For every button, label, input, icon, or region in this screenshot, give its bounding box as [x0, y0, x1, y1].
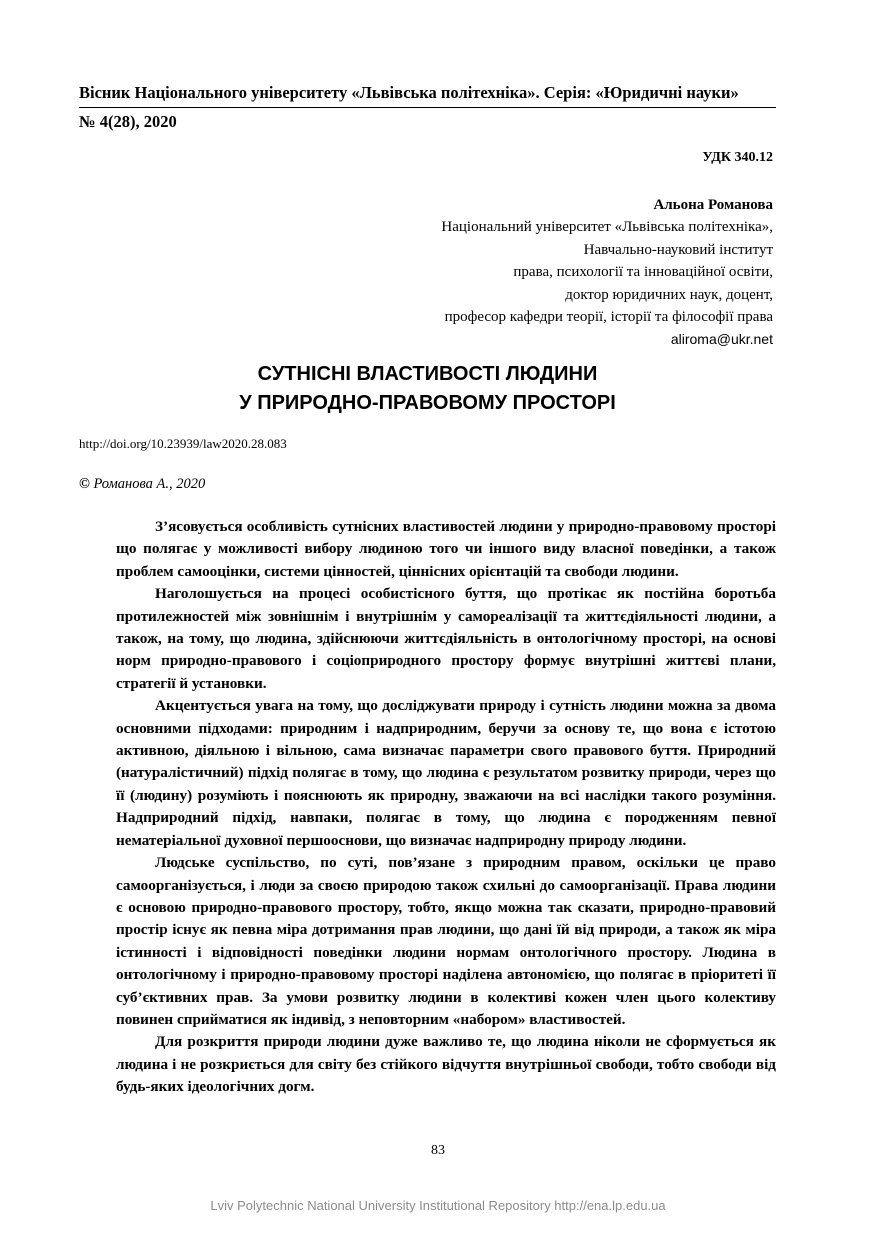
article-title	[79, 360, 776, 418]
copyright-text: Романова А., 2020	[93, 476, 206, 492]
affiliation-line: Навчально-науковий інститут	[583, 241, 773, 258]
journal-title: Вісник Національного університету «Львівська політехніка». Серія: «Юридичні науки»	[79, 83, 739, 102]
abstract-paragraph: Наголошується на процесі особистісного буття, що протікає як постійна боротьба протилежностей між зовнішнім і внутрішнім у самореалізації та життєдіяльності людини, а також, на тому, що людина, здійснюючи життєдіяльність в онтологічному просторі, на основі норм природно-правового і соціоприродного простору формує внутрішні життєві плани, стратегії й установки.	[116, 585, 776, 692]
affiliation-line: професор кафедри теорії, історії та філософії права	[444, 309, 773, 326]
abstract-paragraph: Для розкриття природи людини дуже важливо те, що людина ніколи не сформується як людина і не розкриється для світу без стійкого відчуття внутрішньої свободи, тобто свободи від будь-яких ідеологічних догм.	[116, 1033, 776, 1096]
title-line: СУТНІСНІ ВЛАСТИВОСТІ ЛЮДИНИ	[257, 363, 598, 385]
abstract-paragraph: Людське суспільство, по суті, пов’язане з природним правом, оскільки це право самоорганізується, і люди за своєю природою також схильні до самоорганізації. Права людини є основою природно-правового простору, тобто, якщо можна так сказати, природно-правовий простір існує як певна міра дотримання прав людини, що дані їй від природи, а також як міра істинності і відповідності поведінки людини нормам онтологічного простору. Людина в онтологічному і природно-правовому просторі наділена автономією, що полягає в пріоритеті її суб’єктивних прав. За умови розвитку людини в колективі кожен член цього колективу повинен сприйматися як індивід, з неповторним «набором» властивостей.	[116, 854, 776, 1028]
author-name: Альона Романова	[653, 197, 773, 213]
udk-code: УДК 340.12	[702, 150, 773, 165]
author-email[interactable]: aliroma@ukr.net	[670, 331, 773, 348]
abstract	[116, 516, 776, 1099]
page-number: 83	[431, 1143, 445, 1158]
header-rule	[79, 107, 776, 108]
repository-footer: Lviv Polytechnic National University Institutional Repository http://ena.lp.edu.ua	[210, 1198, 666, 1213]
affiliation-line: права, психології та інноваційної освіти,	[513, 264, 773, 281]
abstract-paragraph: З’ясовується особливість сутнісних властивостей людини у природно-правовому просторі що полягає у можливості вибору людиною того чи іншого виду власної поведінки, а також проблем самооцінки, системи цінностей, ціннісних орієнтацій та свободи людини.	[116, 518, 776, 580]
copyright-symbol: ©	[79, 476, 90, 492]
copyright	[79, 476, 205, 493]
author-block	[273, 194, 773, 351]
doi-link[interactable]: http://doi.org/10.23939/law2020.28.083	[79, 436, 287, 451]
abstract-paragraph: Акцентується увага на тому, що досліджувати природу і сутність людини можна за двома основними підходами: природним і надприродним, беручи за основу те, що вона є істотою активною, діяльною і вільною, сама визначає параметри свого правового буття. Природний (натуралістичний) підхід полягає в тому, що людина є результатом розвитку природи, через що її (людину) розуміють і пояснюють як природну, зважаючи на всі наслідки такого розуміння. Надприродний підхід, навпаки, полягає в тому, що людина є породженням певної нематеріальної духовної першооснови, що визначає надприродну природу людини.	[116, 697, 776, 849]
affiliation-line: доктор юридичних наук, доцент,	[565, 286, 773, 303]
issue-number: № 4(28), 2020	[79, 112, 177, 131]
affiliation-line: Національний університет «Львівська політехніка»,	[441, 219, 773, 236]
title-line: У ПРИРОДНО-ПРАВОВОМУ ПРОСТОРІ	[239, 392, 616, 414]
